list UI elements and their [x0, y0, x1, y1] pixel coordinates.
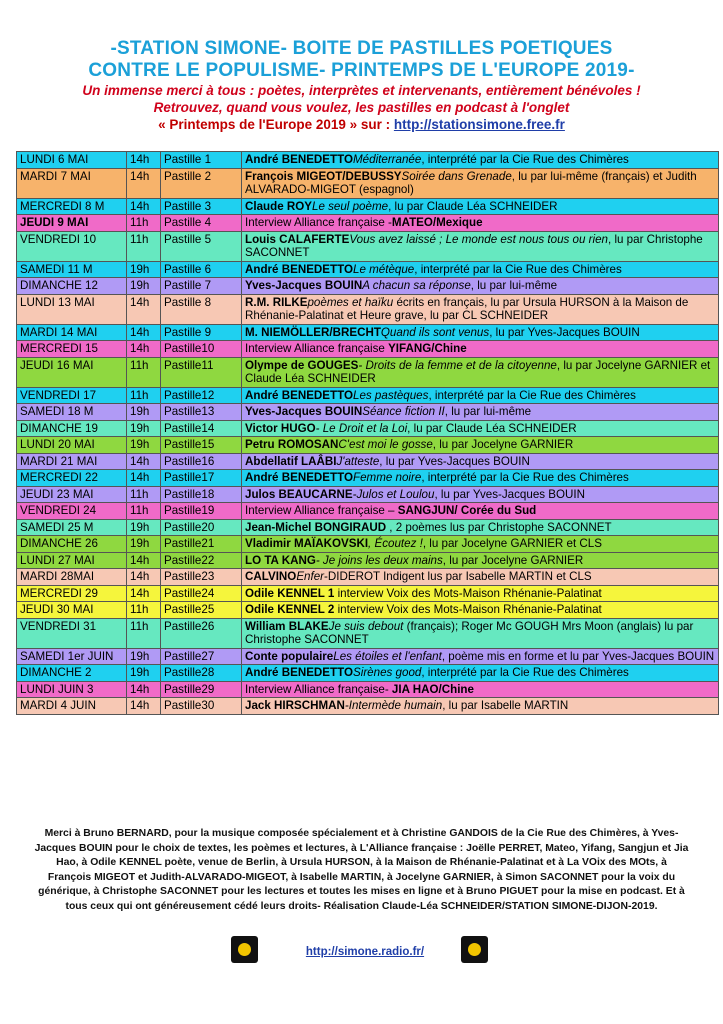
row-description: [242, 569, 719, 586]
schedule-row: [17, 278, 719, 295]
row-description: [242, 357, 719, 387]
row-author: André BENEDETTO: [245, 153, 354, 166]
row-work: A chacun sa réponse: [362, 279, 471, 292]
row-author: SANGJUN/ Corée du Sud: [397, 504, 537, 517]
page-header: [0, 38, 723, 133]
row-work: poèmes et haïku: [307, 295, 394, 309]
schedule-row: [17, 681, 719, 698]
row-performer: -DIDEROT Indigent lus par Isabelle MARTIN et CLS: [324, 570, 592, 583]
row-time: 14h: [127, 453, 161, 470]
row-author: André BENEDETTO: [245, 666, 354, 679]
row-author: William BLAKE: [245, 619, 329, 633]
row-pastille: Pastille16: [161, 453, 242, 470]
row-time: 19h: [127, 536, 161, 553]
row-pastille: Pastille20: [161, 519, 242, 536]
row-time: 11h: [127, 618, 161, 648]
row-description: [242, 198, 719, 215]
schedule-row: [17, 387, 719, 404]
row-performer: interview Voix des Mots-Maison Rhénanie-Palatinat: [334, 603, 602, 616]
row-work: - Le Droit et la Loi: [315, 421, 408, 435]
row-day: JEUDI 9 MAI: [17, 215, 127, 232]
row-time: 11h: [127, 357, 161, 387]
row-work: Les pastèques: [353, 388, 429, 402]
row-pastille: Pastille 9: [161, 324, 242, 341]
row-performer: , interprété par la Cie Rue des Chimères: [421, 471, 629, 484]
row-work: C'est moi le gosse: [338, 438, 433, 451]
row-day: SAMEDI 18 M: [17, 404, 127, 421]
schedule-row: [17, 215, 719, 232]
row-time: 11h: [127, 231, 161, 261]
row-author: Petru ROMOSAN: [245, 438, 339, 451]
schedule-row: [17, 552, 719, 569]
row-pastille: Pastille 6: [161, 261, 242, 278]
row-pastille: Pastille22: [161, 552, 242, 569]
row-work: Vous avez laissé ; Le monde est nous tous ou rien: [349, 232, 608, 246]
row-pastille: Pastille26: [161, 618, 242, 648]
schedule-row: [17, 648, 719, 665]
row-day: VENDREDI 24: [17, 503, 127, 520]
row-time: 14h: [127, 470, 161, 487]
row-day: MARDI 21 MAI: [17, 453, 127, 470]
row-day: MARDI 28MAI: [17, 569, 127, 586]
row-work: Je suis debout: [328, 619, 404, 633]
row-performer: écrits en français, lu par Ursula HURSON à la Maison de Rhénanie-Palatinat et Heure grave, lu par CL SCHNEIDER: [245, 295, 689, 322]
row-work: - Je joins les deux mains: [315, 553, 443, 567]
station-logo-icon: [461, 936, 488, 963]
row-description: [242, 420, 719, 437]
row-pastille: Pastille14: [161, 420, 242, 437]
row-time: 11h: [127, 387, 161, 404]
row-author: Olympe de GOUGES: [245, 358, 359, 372]
row-time: 19h: [127, 278, 161, 295]
schedule-row: [17, 536, 719, 553]
row-day: VENDREDI 10: [17, 231, 127, 261]
schedule-row: [17, 357, 719, 387]
row-description: [242, 437, 719, 454]
row-pastille: Pastille21: [161, 536, 242, 553]
row-author: Yves-Jacques BOUIN: [245, 279, 363, 292]
row-description: [242, 602, 719, 619]
row-author: MATEO/Mexique: [391, 216, 483, 229]
row-work: Les étoiles et l'enfant: [333, 649, 442, 663]
row-pastille: Pastille28: [161, 665, 242, 682]
logo-dot: [468, 943, 481, 956]
row-pastille: Pastille23: [161, 569, 242, 586]
row-time: 19h: [127, 404, 161, 421]
schedule-row: [17, 470, 719, 487]
row-time: 14h: [127, 294, 161, 324]
row-time: 19h: [127, 665, 161, 682]
row-work: Quand ils sont venus: [380, 325, 490, 339]
row-day: MERCREDI 15: [17, 341, 127, 358]
row-work: Enfer: [296, 570, 325, 583]
site-line: [0, 116, 723, 133]
row-day: SAMEDI 25 M: [17, 519, 127, 536]
row-day: JEUDI 16 MAI: [17, 357, 127, 387]
row-pastille: Pastille25: [161, 602, 242, 619]
row-description: [242, 324, 719, 341]
row-day: DIMANCHE 26: [17, 536, 127, 553]
row-work: Méditerranée: [353, 153, 422, 166]
row-intro: Interview Alliance française -: [245, 216, 392, 229]
row-work: , Écoutez !: [368, 537, 423, 550]
schedule-body: [17, 152, 719, 715]
row-performer: , lu par lui-même: [444, 405, 532, 418]
row-author: R.M. RILKE: [245, 295, 308, 309]
schedule-row: [17, 404, 719, 421]
row-work: Sirènes good: [353, 666, 422, 679]
row-performer: , lu par lui-même: [470, 279, 558, 292]
row-performer: , lu par lui-même (français) et Judith ALVARADO-MIGEOT (espagnol): [245, 169, 697, 196]
row-pastille: Pastille11: [161, 357, 242, 387]
row-intro: Interview Alliance française-: [245, 682, 392, 696]
row-day: JEUDI 23 MAI: [17, 486, 127, 503]
row-time: 14h: [127, 341, 161, 358]
schedule-row: [17, 231, 719, 261]
row-pastille: Pastille 5: [161, 231, 242, 261]
row-author: JIA HAO/Chine: [391, 682, 474, 696]
schedule-row: [17, 569, 719, 586]
row-author: Abdellatif LAÂBI: [245, 454, 337, 468]
row-performer: , 2 poèmes lus par Christophe SACONNET: [386, 520, 612, 534]
subtitle-thanks: Un immense merci à tous : poètes, interprètes et intervenants, entièrement bénévoles !: [82, 83, 641, 98]
row-pastille: Pastille18: [161, 486, 242, 503]
row-performer: , lu par Jocelyne GARNIER: [442, 553, 584, 567]
row-description: [242, 681, 719, 698]
row-time: 14h: [127, 552, 161, 569]
row-pastille: Pastille 7: [161, 278, 242, 295]
row-author: Julos BEAUCARNE: [245, 487, 353, 501]
row-work: Femme noire: [353, 471, 422, 484]
row-pastille: Pastille24: [161, 585, 242, 602]
row-intro: Interview Alliance française –: [245, 504, 398, 517]
row-author: Claude ROY: [245, 199, 312, 213]
row-pastille: Pastille 4: [161, 215, 242, 232]
row-description: [242, 215, 719, 232]
row-time: 19h: [127, 648, 161, 665]
row-time: 19h: [127, 261, 161, 278]
schedule-row: [17, 486, 719, 503]
radio-link-container: [270, 946, 460, 958]
row-author: CALVINO: [245, 570, 297, 583]
row-time: 19h: [127, 437, 161, 454]
row-work: J'atteste: [336, 454, 380, 468]
row-time: 19h: [127, 420, 161, 437]
row-description: [242, 585, 719, 602]
schedule-row: [17, 503, 719, 520]
row-description: [242, 536, 719, 553]
station-logo-icon: [231, 936, 258, 963]
row-time: 19h: [127, 519, 161, 536]
row-pastille: Pastille19: [161, 503, 242, 520]
row-pastille: Pastille13: [161, 404, 242, 421]
schedule-row: [17, 453, 719, 470]
schedule-row: [17, 618, 719, 648]
row-author: Conte populaire: [245, 649, 334, 663]
row-work: Séance fiction II: [362, 405, 445, 418]
row-pastille: Pastille30: [161, 698, 242, 715]
row-day: DIMANCHE 12: [17, 278, 127, 295]
row-author: André BENEDETTO: [245, 388, 354, 402]
row-day: DIMANCHE 2: [17, 665, 127, 682]
row-day: SAMEDI 1er JUIN: [17, 648, 127, 665]
row-work: -Intermède humain: [344, 699, 443, 712]
row-performer: , interprété par la Cie Rue des Chimères: [421, 153, 629, 166]
schedule-row: [17, 341, 719, 358]
row-author: Jean-Michel BONGIRAUD: [245, 520, 387, 534]
schedule-row: [17, 168, 719, 198]
row-author: François MIGEOT/DEBUSSY: [245, 169, 402, 183]
row-pastille: Pastille 3: [161, 198, 242, 215]
row-pastille: Pastille12: [161, 387, 242, 404]
row-performer: interview Voix des Mots-Maison Rhénanie-Palatinat: [334, 586, 602, 600]
row-work: Le métèque: [353, 262, 415, 276]
row-author: Yves-Jacques BOUIN: [245, 405, 363, 418]
row-description: [242, 387, 719, 404]
row-day: VENDREDI 17: [17, 387, 127, 404]
schedule-row: [17, 519, 719, 536]
row-time: 11h: [127, 486, 161, 503]
row-description: [242, 519, 719, 536]
row-day: MERCREDI 22: [17, 470, 127, 487]
row-description: [242, 470, 719, 487]
row-time: 11h: [127, 503, 161, 520]
row-work: -Julos et Loulou: [352, 487, 435, 501]
row-time: 14h: [127, 324, 161, 341]
row-description: [242, 486, 719, 503]
row-work: - Droits de la femme et de la citoyenne: [358, 358, 557, 372]
row-description: [242, 294, 719, 324]
site-prefix: « Printemps de l'Europe 2019 » sur :: [158, 117, 394, 132]
row-time: 11h: [127, 215, 161, 232]
row-description: [242, 648, 719, 665]
row-work: Le seul poème: [312, 199, 389, 213]
row-time: 14h: [127, 698, 161, 715]
row-performer: , lu par Jocelyne GARNIER et Claude Léa SCHNEIDER: [245, 358, 711, 385]
row-description: [242, 698, 719, 715]
row-day: VENDREDI 31: [17, 618, 127, 648]
schedule-row: [17, 665, 719, 682]
schedule-table: [16, 151, 719, 715]
row-pastille: Pastille10: [161, 341, 242, 358]
row-time: 14h: [127, 198, 161, 215]
logo-dot: [238, 943, 251, 956]
row-description: [242, 453, 719, 470]
site-link[interactable]: http://stationsimone.free.fr: [393, 117, 565, 132]
row-description: [242, 665, 719, 682]
credits-text: Merci à Bruno BERNARD, pour la musique composée spécialement et à Christine GANDOIS de la Cie Rue des Chimères, à Yves-Jacques BOUIN pour le choix de textes, les poèmes et lectures, à L'Alliance française : Joëlle PERRET, Mateo, Yifang, Sangjun et Jia Hao, à Odile KENNEL poète, venue de Berlin, à Ursula HURSON, à la Maison de Rhénanie-Palatinat et à La VOix des MOts, à François MIGEOT et Judith-ALVARADO-MIGEOT, à Isabelle MARTIN, à Jocelyne GARNIER, à Simon SACONNET pour la voix du générique, à Christophe SACONNET pour les lectures et toutes les mises en ligne et à Bruno PIGUET pour la mise en podcast. Et à tous ceux qui ont généreusement cédé leurs droits- Réalisation Claude-Léa SCHNEIDER/STATION SIMONE-DIJON-2019.: [34, 828, 689, 912]
row-performer: (français); Roger Mc GOUGH Mrs Moon (anglais) lu par Christophe SACONNET: [245, 619, 694, 646]
row-day: LUNDI 6 MAI: [17, 152, 127, 169]
row-description: [242, 404, 719, 421]
row-time: 14h: [127, 681, 161, 698]
schedule-row: [17, 324, 719, 341]
row-performer: , lu par Claude Léa SCHNEIDER: [407, 421, 577, 435]
schedule-row: [17, 585, 719, 602]
row-performer: , lu par Isabelle MARTIN: [442, 699, 569, 712]
row-description: [242, 231, 719, 261]
row-description: [242, 618, 719, 648]
row-day: MERCREDI 8 M: [17, 198, 127, 215]
row-description: [242, 341, 719, 358]
row-time: 11h: [127, 602, 161, 619]
row-author: Odile KENNEL 1: [245, 586, 335, 600]
schedule-row: [17, 198, 719, 215]
row-time: 14h: [127, 585, 161, 602]
schedule-row: [17, 294, 719, 324]
row-day: LUNDI 20 MAI: [17, 437, 127, 454]
row-day: LUNDI 27 MAI: [17, 552, 127, 569]
row-pastille: Pastille 2: [161, 168, 242, 198]
row-performer: , interprété par la Cie Rue des Chimères: [421, 666, 629, 679]
row-performer: , lu par Jocelyne GARNIER et CLS: [422, 537, 602, 550]
row-description: [242, 152, 719, 169]
row-pastille: Pastille15: [161, 437, 242, 454]
row-pastille: Pastille 1: [161, 152, 242, 169]
schedule-row: [17, 420, 719, 437]
row-pastille: Pastille27: [161, 648, 242, 665]
page-title-line1: -STATION SIMONE- BOITE DE PASTILLES POETIQUES: [110, 38, 613, 59]
subtitle-podcast: Retrouvez, quand vous voulez, les pastilles en podcast à l'onglet: [153, 100, 570, 115]
schedule-row: [17, 261, 719, 278]
row-performer: , lu par Jocelyne GARNIER: [432, 438, 574, 451]
row-performer: , poème mis en forme et lu par Yves-Jacques BOUIN: [441, 649, 715, 663]
row-description: [242, 552, 719, 569]
schedule-row: [17, 152, 719, 169]
schedule-row: [17, 437, 719, 454]
row-author: YIFANG/Chine: [388, 342, 467, 355]
schedule-row: [17, 698, 719, 715]
row-day: SAMEDI 11 M: [17, 261, 127, 278]
row-day: MARDI 4 JUIN: [17, 698, 127, 715]
row-performer: , interprété par la Cie Rue des Chimères: [428, 388, 636, 402]
row-time: 14h: [127, 569, 161, 586]
row-author: Odile KENNEL 2: [245, 603, 335, 616]
row-day: MARDI 7 MAI: [17, 168, 127, 198]
row-time: 14h: [127, 168, 161, 198]
row-description: [242, 278, 719, 295]
row-day: MERCREDI 29: [17, 585, 127, 602]
row-day: LUNDI 13 MAI: [17, 294, 127, 324]
row-performer: , lu par Yves-Jacques BOUIN: [434, 487, 586, 501]
row-author: LO TA KANG: [245, 553, 316, 567]
row-description: [242, 168, 719, 198]
row-performer: , lu par Christophe SACONNET: [245, 232, 703, 259]
schedule-row: [17, 602, 719, 619]
row-day: LUNDI JUIN 3: [17, 681, 127, 698]
row-time: 14h: [127, 152, 161, 169]
row-author: Victor HUGO: [245, 421, 316, 435]
row-description: [242, 503, 719, 520]
row-author: Vladimir MAÏAKOVSKI: [245, 537, 369, 550]
row-intro: Interview Alliance française: [245, 342, 389, 355]
row-author: André BENEDETTO: [245, 262, 354, 276]
row-performer: , lu par Claude Léa SCHNEIDER: [388, 199, 558, 213]
row-day: MARDI 14 MAI: [17, 324, 127, 341]
row-day: DIMANCHE 19: [17, 420, 127, 437]
radio-link[interactable]: http://simone.radio.fr/: [305, 946, 425, 958]
row-pastille: Pastille29: [161, 681, 242, 698]
row-work: Soirée dans Grenade: [401, 169, 512, 183]
row-author: Jack HIRSCHMAN: [245, 699, 345, 712]
row-author: M. NIEMÖLLER/BRECHT: [245, 325, 381, 339]
row-description: [242, 261, 719, 278]
row-pastille: Pastille17: [161, 470, 242, 487]
row-performer: , lu par Yves-Jacques BOUIN: [489, 325, 640, 339]
row-day: JEUDI 30 MAI: [17, 602, 127, 619]
row-performer: , lu par Yves-Jacques BOUIN: [379, 454, 530, 468]
row-author: Louis CALAFERTE: [245, 232, 350, 246]
page-title-line2: CONTRE LE POPULISME- PRINTEMPS DE L'EUROPE 2019-: [88, 60, 635, 81]
row-pastille: Pastille 8: [161, 294, 242, 324]
row-performer: , interprété par la Cie Rue des Chimères: [414, 262, 622, 276]
row-author: André BENEDETTO: [245, 471, 354, 484]
